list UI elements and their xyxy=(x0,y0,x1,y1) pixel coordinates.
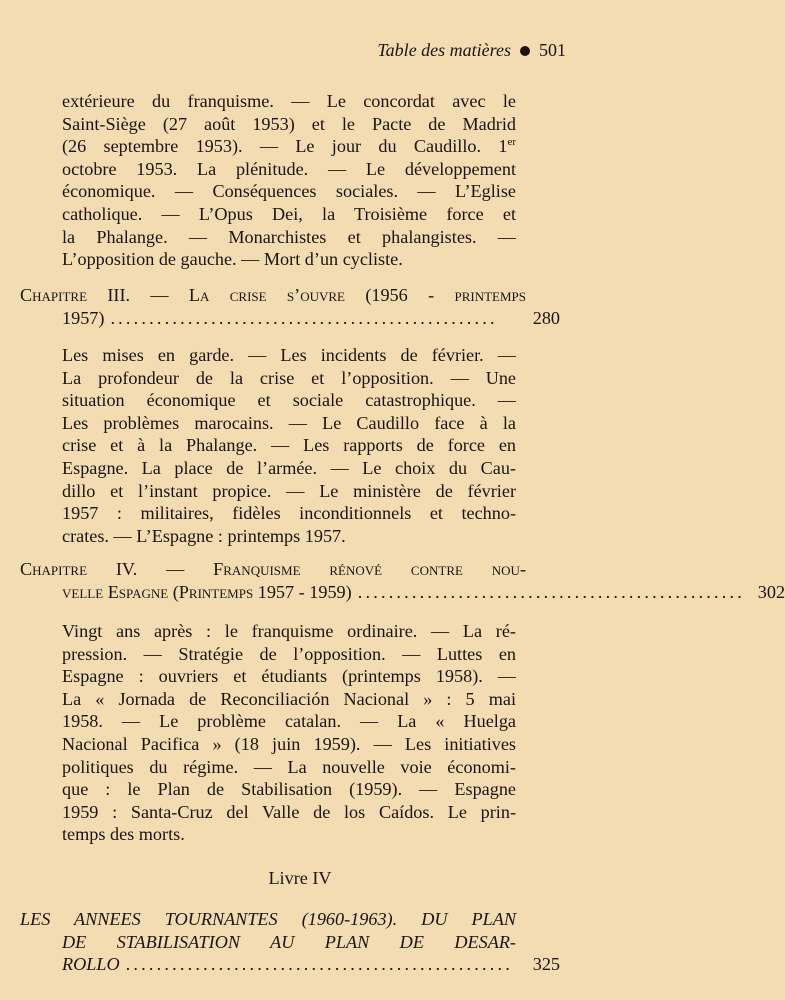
superscript: er xyxy=(507,136,516,149)
summary-line: Nacional Pacifica » (18 juin 1959). — Les initiatives xyxy=(62,733,516,754)
chapter-3-summary xyxy=(62,344,516,547)
summary-line: Les mises en garde. — Les incidents de février. — xyxy=(62,345,516,365)
part-4-page: 325 xyxy=(532,954,560,975)
chapter-3-heading xyxy=(20,284,560,329)
part-4-title: LES ANNEES TOURNANTES (1960-1963). DU PLAN xyxy=(20,909,516,929)
summary-line: Espagne : ouvriers et étudiants (printemps 1958). — xyxy=(62,666,516,687)
summary-line: que : le Plan de Stabilisation (1959). — Espagne xyxy=(62,779,516,800)
summary-line: L’opposition de gauche. — Mort d’un cycliste. xyxy=(62,249,403,270)
chapter-4-heading xyxy=(20,558,785,603)
summary-line: Les problèmes marocains. — Le Caudillo face à la xyxy=(62,412,516,433)
running-header xyxy=(377,40,566,61)
chapter-4-title: Chapitre IV. — Franquisme rénové contre nou- xyxy=(20,559,526,579)
summary-line: Saint-Siège (27 août 1953) et le Pacte de Madrid xyxy=(62,113,516,134)
summary-line: crise et à la Phalange. — Les rapports de force en xyxy=(62,435,516,456)
chapter-3-title: Chapitre III. — La crise s’ouvre (1956 - printemps xyxy=(20,285,526,305)
part-4-title-cont: DE STABILISATION AU PLAN DE DESAR- xyxy=(62,931,516,952)
summary-line: crates. — L’Espagne : printemps 1957. xyxy=(62,525,346,546)
chapter-2-summary xyxy=(62,90,516,271)
summary-line: (26 septembre 1953). — Le jour du Caudillo. 1er xyxy=(62,136,516,157)
part-4-title-end: ROLLO xyxy=(62,954,120,975)
summary-line: La « Jornada de Reconciliación Nacional » : 5 mai xyxy=(62,688,516,709)
chapter-3-title-cont: 1957) xyxy=(62,307,105,328)
summary-line: temps des morts. xyxy=(62,824,185,845)
summary-line: octobre 1953. La plénitude. — Le développement xyxy=(62,158,516,179)
summary-line: Espagne. La place de l’armée. — Le choix du Cau- xyxy=(62,457,516,478)
page-number: 501 xyxy=(539,40,566,60)
summary-line: situation économique et sociale catastrophique. — xyxy=(62,390,516,411)
dot-leader: .................................................. xyxy=(357,581,746,602)
bullet-icon xyxy=(520,46,530,56)
book-part-label: Livre IV xyxy=(268,868,332,888)
summary-line: politiques du régime. — La nouvelle voie économi- xyxy=(62,756,516,777)
summary-line: catholique. — L’Opus Dei, la Troisième force et xyxy=(62,203,516,224)
summary-line: extérieure du franquisme. — Le concordat avec le xyxy=(62,91,516,111)
chapter-3-page: 280 xyxy=(532,307,560,328)
chapter-4-title-cont: velle Espagne (Printemps 1957 - 1959) xyxy=(62,581,352,602)
summary-line: économique. — Conséquences sociales. — L’Eglise xyxy=(62,181,516,202)
summary-line: 1958. — Le problème catalan. — La « Huelga xyxy=(62,711,516,732)
chapter-4-page: 302 xyxy=(757,581,785,602)
summary-line: 1957 : militaires, fidèles inconditionnels et techno- xyxy=(62,503,516,524)
summary-line: Vingt ans après : le franquisme ordinaire. — La ré- xyxy=(62,621,516,641)
part-4-heading xyxy=(20,908,560,976)
chapter-4-summary xyxy=(62,620,516,846)
summary-line: 1959 : Santa-Cruz del Valle de los Caídos. Le prin- xyxy=(62,801,516,822)
summary-line: pression. — Stratégie de l’opposition. — Luttes en xyxy=(62,643,516,664)
summary-line: dillo et l’instant propice. — Le ministère de février xyxy=(62,480,516,501)
summary-line: La profondeur de la crise et l’opposition. — Une xyxy=(62,367,516,388)
summary-line: la Phalange. — Monarchistes et phalangistes. — xyxy=(62,226,516,247)
dot-leader: .................................................. xyxy=(125,954,513,975)
running-header-title: Table des matières xyxy=(377,40,511,60)
dot-leader: .................................................. xyxy=(110,307,498,328)
